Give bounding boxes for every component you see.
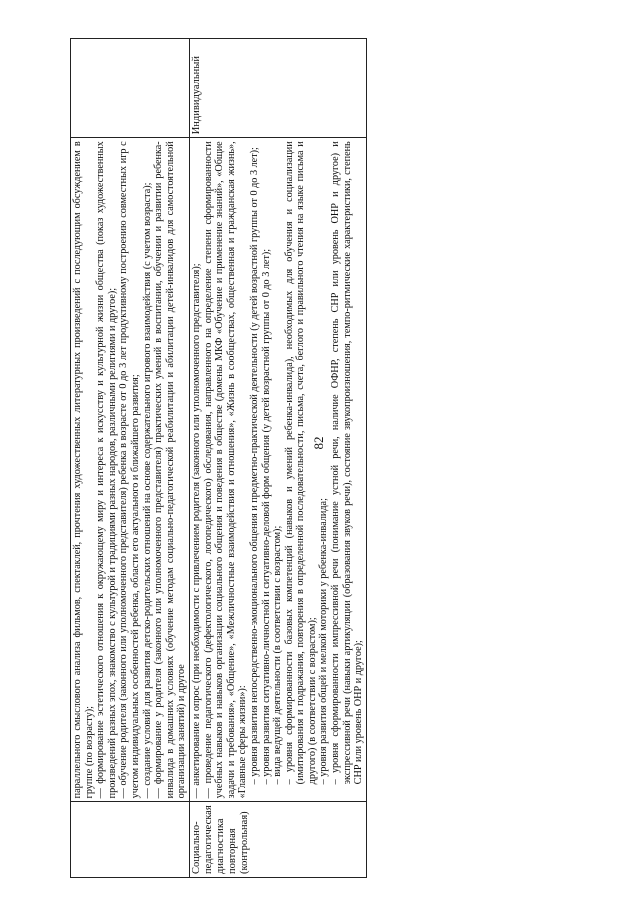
table-row (71, 39, 190, 878)
content-line: – уровня сформированности импрессивной речи (понимание устной речи, наличие ОФНР, степень СНР или уровень ОНР и другое) и экспрессивной речи (навыки артикуляции (образования звуков речи), состояние звукопроизношения, темпо-ритмические характеристики, степень СНР или уровень ОНР и другое); (330, 141, 365, 785)
content-line: — анкетирование и опрос (при необходимости с привлечением родителя (законного или уполномоченного представителя); (190, 263, 202, 799)
stage-cell: Социально-педагогическая диагностика повторная (контрольная) (189, 802, 366, 878)
content-line: – вида ведущей деятельности (в соответствии с возрастом); (272, 525, 284, 785)
table-row (189, 39, 366, 878)
content-line: — обучение родителя (законного или уполномоченного представителя) ребенка в возрасте от 0 до 3 лет продуктивному построению совместных игр с учетом индивидуальных особенностей ребенка, области его актуального и ближайшего развития; (118, 141, 141, 799)
content-line: – уровня развития ситуативно-личностной и ситуативно-деловой форм общения (у детей возрастной группы от 0 до 3 лет); (260, 248, 272, 785)
page-number: 82 (311, 436, 326, 450)
content-cell (71, 138, 190, 802)
form-cell (71, 39, 190, 138)
content-cell (189, 138, 366, 802)
content-line: — создание условий для развития детско-родительских отношений на основе содержательного игрового взаимодействия (с учетом возраста); (141, 182, 153, 799)
content-line: — формирование эстетического отношения к окружающему миру и интереса к искусству и культурной жизни общества (показ художественных произведений разных эпох, знакомство с культурой и традициями разных народов, различными религиями и другое); (95, 141, 118, 799)
form-cell: Индивидуальный (189, 39, 366, 138)
rehab-table (70, 38, 367, 878)
content-line: – уровня развития непосредственно-эмоционального общения и предметно-практической деятельности (у детей возрастной группы от 0 до 3 лет); (248, 147, 260, 785)
content-line: – уровня сформированности базовых компетенций (навыков и умений ребенка-инвалида), необходимых для обучения и социализации (имитирования и подражания, повторения в определенной последовательности, письма, счета, беглого и правильного чтения на языке письма и другого) (в соответствии с возрастом); (283, 141, 318, 785)
stage-cell (71, 802, 190, 878)
content-line: параллельного смыслового анализа фильмов, спектаклей, прочтения художественных литературных произведений с последующим обсуждением в группе (по возрасту); (72, 141, 95, 799)
content-line: — формирование у родителя (законного или уполномоченного представителя) практических умений в воспитании, обучении и развитии ребенка-инвалида в домашних условиях (обучение методам социально-педагогической реабилитации и абилитации детей-инвалидов для самостоятельной организации занятий) и другое (153, 141, 188, 799)
content-line: — проведение педагогического (дефектологического, логопедического) обследования, направленного на определение степени сформированности учебных навыков и навыков организации социального общения и поведения в обществе (домены МКФ «Обучение и применение знаний», «Общие задачи и требования», «Общение», «Межличностные взаимодействия и отношения», «Жизнь в сообществах, общественная и гражданская жизнь», «Главные сферы жизни»): (202, 141, 249, 799)
content-line: – уровня развития общей и мелкой моторики у ребенка-инвалида; (318, 498, 330, 785)
